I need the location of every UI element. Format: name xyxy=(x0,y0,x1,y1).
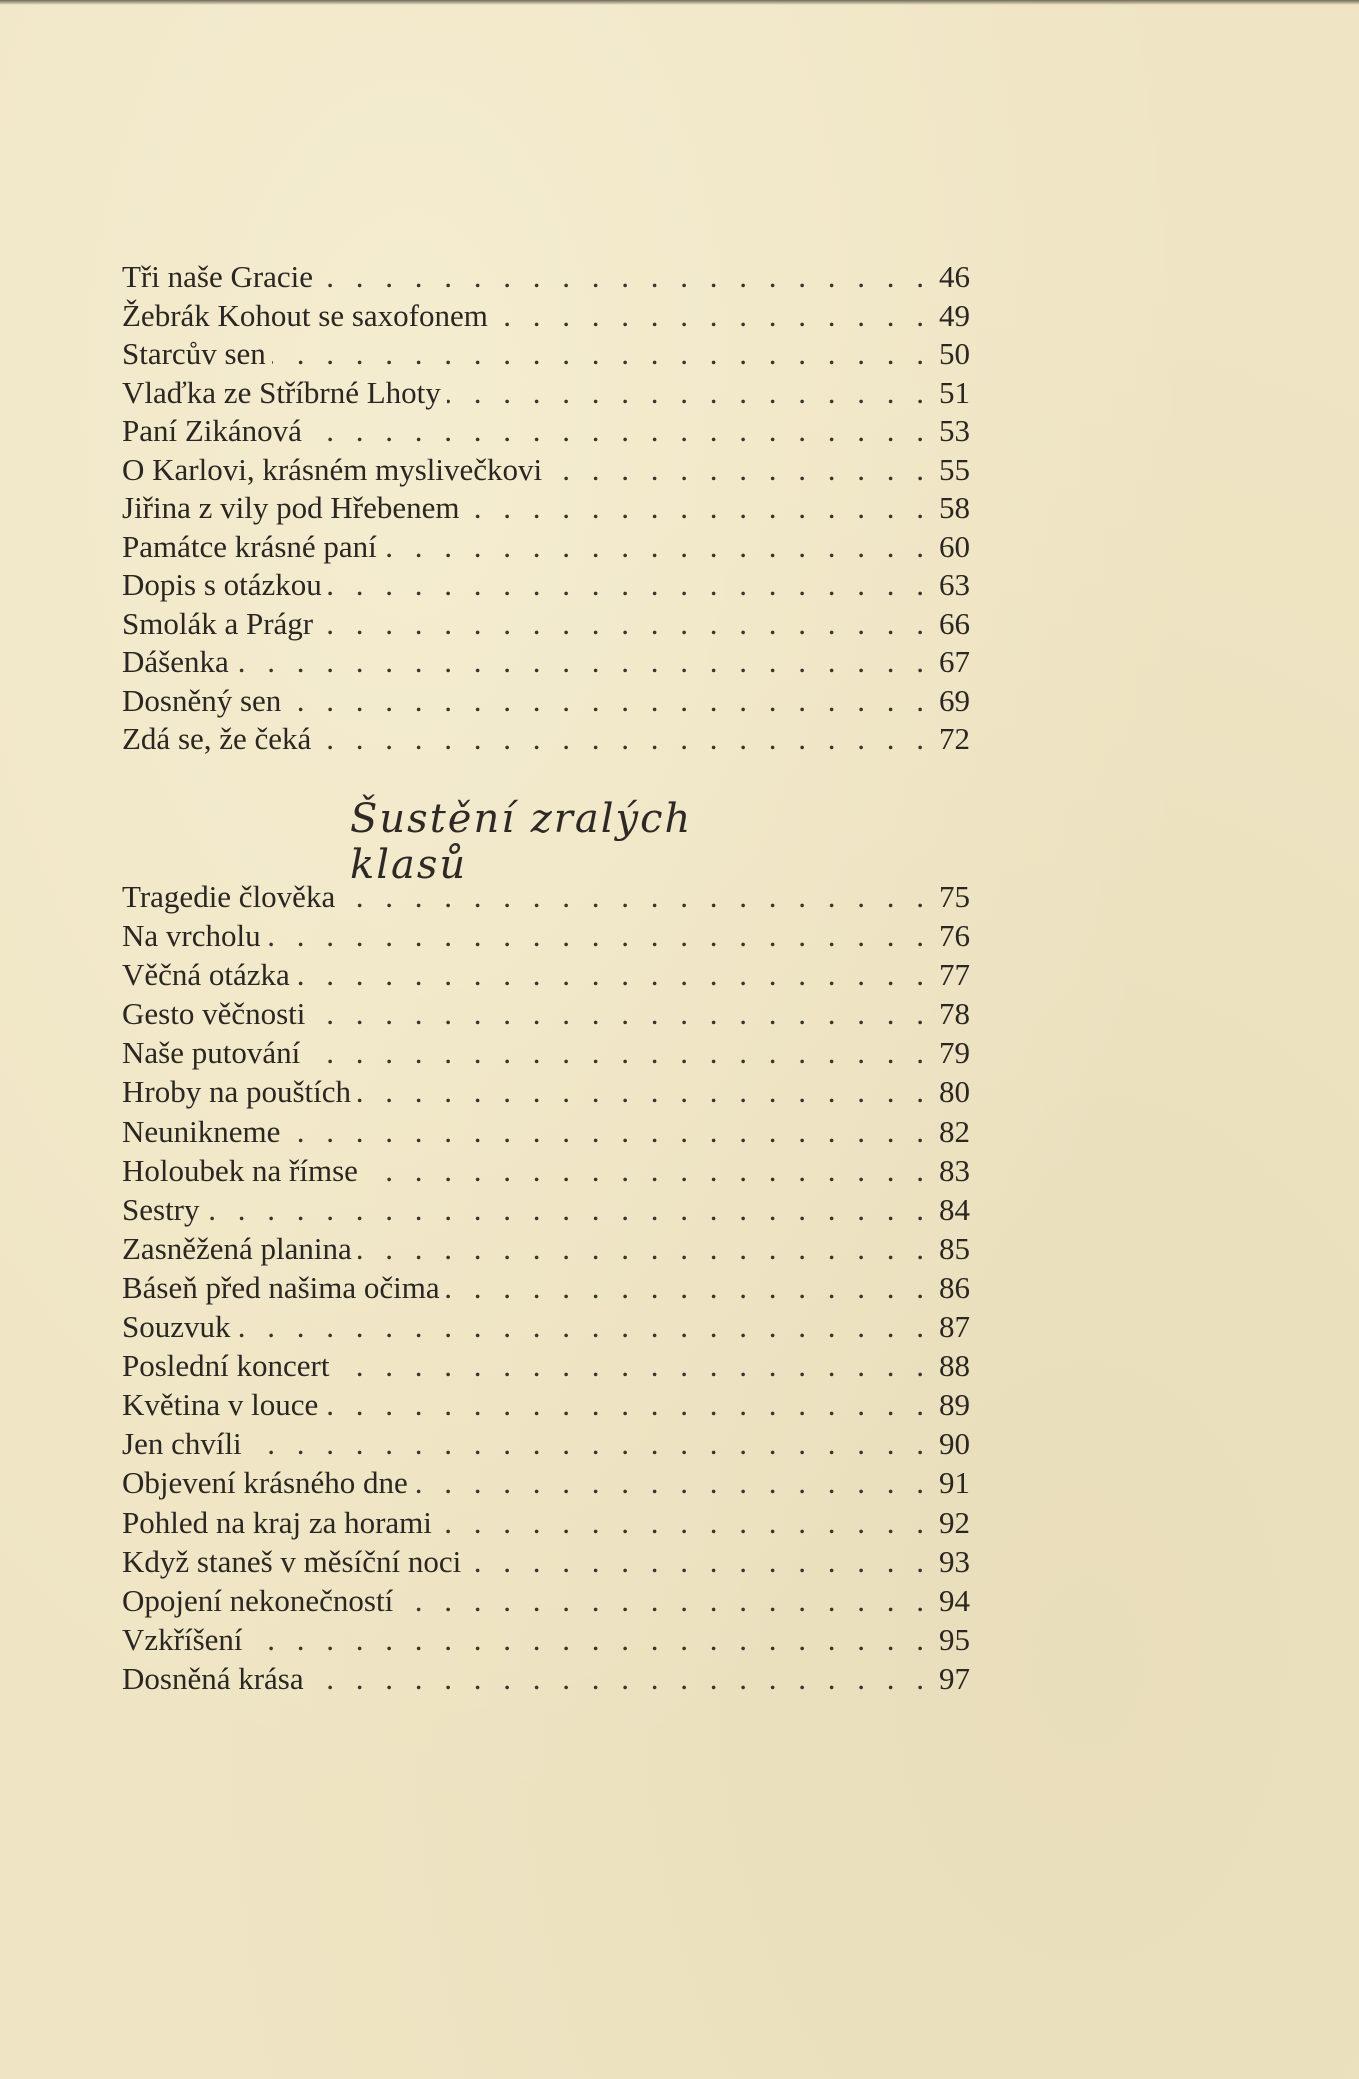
dot-leader xyxy=(447,374,924,413)
dot-leader xyxy=(364,1151,924,1190)
toc-entry xyxy=(122,1112,970,1151)
page-top-edge xyxy=(0,0,1359,5)
dot-leader xyxy=(267,916,924,955)
toc-entry-title: Holoubek na římse xyxy=(122,1152,358,1188)
dot-leader xyxy=(287,682,924,721)
dot-leader xyxy=(235,643,924,682)
toc-entry xyxy=(122,1424,970,1463)
dot-leader xyxy=(494,297,924,336)
dot-leader xyxy=(438,1503,924,1542)
toc-entry xyxy=(122,412,970,451)
table-of-contents-part-1 xyxy=(122,258,970,759)
toc-entry-title: Věčná otázka xyxy=(122,957,290,993)
dot-leader xyxy=(311,994,924,1033)
toc-entry xyxy=(122,916,970,955)
dot-leader xyxy=(319,258,924,297)
toc-entry-page: 93 xyxy=(939,1543,970,1579)
toc-entry xyxy=(122,1033,970,1072)
toc-entry-page: 46 xyxy=(939,259,970,294)
toc-entry-title: Tragedie člověka xyxy=(122,879,336,914)
toc-entry-page: 60 xyxy=(939,528,970,564)
dot-leader xyxy=(358,1229,924,1268)
toc-entry-page: 92 xyxy=(939,1504,970,1540)
dot-leader xyxy=(248,1424,924,1463)
toc-entry-title: Smolák a Prágr xyxy=(122,605,314,641)
toc-entry-page: 75 xyxy=(939,879,970,914)
toc-entry-page: 53 xyxy=(939,413,970,448)
dot-leader xyxy=(319,605,924,644)
dot-leader xyxy=(548,451,924,490)
toc-entry-page: 49 xyxy=(939,297,970,333)
toc-entry-title: Zdá se, že čeká xyxy=(122,721,312,756)
toc-entry xyxy=(122,1385,970,1424)
dot-leader xyxy=(446,1268,924,1307)
table-of-contents-part-2 xyxy=(122,877,970,1698)
dot-leader xyxy=(324,1385,924,1424)
toc-entry xyxy=(122,605,970,644)
toc-entry xyxy=(122,1463,970,1502)
toc-entry-title: Jen chvíli xyxy=(122,1426,242,1462)
toc-entry-page: 55 xyxy=(939,451,970,487)
section-heading: Šustění zralých klasů xyxy=(350,796,693,888)
toc-entry-title: Objevení krásného dne xyxy=(122,1465,408,1501)
toc-entry-page: 66 xyxy=(939,605,970,641)
toc-entry xyxy=(122,297,970,336)
toc-entry-page: 87 xyxy=(939,1309,970,1345)
toc-entry-title: Pohled na kraj za horami xyxy=(122,1504,432,1540)
toc-entry xyxy=(122,528,970,567)
toc-entry-title: Naše putování xyxy=(122,1035,301,1071)
dot-leader xyxy=(308,412,924,451)
toc-entry-page: 50 xyxy=(939,336,970,371)
toc-entry xyxy=(122,1503,970,1542)
dot-leader xyxy=(465,489,924,528)
toc-entry-page: 77 xyxy=(939,957,970,993)
toc-entry-title: Vzkříšení xyxy=(122,1621,243,1657)
toc-entry-title: Květina v louce xyxy=(122,1387,319,1423)
toc-entry-page: 80 xyxy=(939,1074,970,1110)
toc-entry xyxy=(122,258,970,297)
toc-entry-page: 51 xyxy=(939,374,970,410)
toc-entry xyxy=(122,643,970,682)
toc-entry xyxy=(122,1581,970,1620)
toc-entry-title: Gesto věčnosti xyxy=(122,996,306,1032)
dot-leader xyxy=(286,1112,924,1151)
toc-entry xyxy=(122,451,970,490)
dot-leader xyxy=(341,877,924,916)
toc-entry-title: Dopis s otázkou xyxy=(122,567,322,602)
toc-entry-title: Jiřina z vily pod Hřebenem xyxy=(122,490,460,525)
toc-entry xyxy=(122,1659,970,1698)
toc-entry-title: Neunikneme xyxy=(122,1113,281,1149)
toc-entry-page: 97 xyxy=(939,1660,970,1696)
toc-entry-title: Tři naše Gracie xyxy=(122,259,314,294)
toc-entry-page: 78 xyxy=(939,996,970,1032)
toc-entry-title: Památce krásné paní xyxy=(122,528,377,564)
toc-entry xyxy=(122,1346,970,1385)
toc-entry xyxy=(122,994,970,1033)
toc-entry-title: Hroby na pouštích xyxy=(122,1074,352,1110)
dot-leader xyxy=(317,720,924,759)
toc-entry xyxy=(122,1268,970,1307)
toc-entry-title: Souzvuk xyxy=(122,1309,231,1345)
toc-entry-title: Poslední koncert xyxy=(122,1348,330,1384)
toc-entry-page: 90 xyxy=(939,1426,970,1462)
toc-entry xyxy=(122,877,970,916)
toc-entry-title: Vlaďka ze Stříbrné Lhoty xyxy=(122,374,441,410)
toc-entry xyxy=(122,955,970,994)
dot-leader xyxy=(336,1346,925,1385)
toc-entry-title: Opojení nekonečností xyxy=(122,1582,394,1618)
toc-entry-page: 89 xyxy=(939,1387,970,1423)
dot-leader xyxy=(399,1581,924,1620)
toc-entry xyxy=(122,682,970,721)
toc-entry xyxy=(122,1307,970,1346)
toc-entry xyxy=(122,1072,970,1111)
toc-entry xyxy=(122,1151,970,1190)
toc-entry-page: 79 xyxy=(939,1035,970,1071)
dot-leader xyxy=(237,1307,925,1346)
toc-entry xyxy=(122,1542,970,1581)
toc-entry-title: Sestry xyxy=(122,1191,200,1227)
dot-leader xyxy=(328,566,924,605)
toc-entry-page: 82 xyxy=(939,1113,970,1149)
toc-entry-title: O Karlovi, krásném myslivečkovi xyxy=(122,451,543,487)
dot-leader xyxy=(383,528,924,567)
dot-leader xyxy=(414,1463,924,1502)
toc-entry-page: 58 xyxy=(939,490,970,525)
dot-leader xyxy=(467,1542,924,1581)
dot-leader xyxy=(310,1659,924,1698)
toc-entry-title: Zasněžená planina xyxy=(122,1230,352,1266)
toc-entry-page: 94 xyxy=(939,1582,970,1618)
toc-entry-page: 91 xyxy=(939,1465,970,1501)
toc-entry-page: 69 xyxy=(939,682,970,718)
toc-entry-title: Starcův sen xyxy=(122,336,266,371)
dot-leader xyxy=(296,955,924,994)
toc-entry-page: 76 xyxy=(939,918,970,954)
toc-entry xyxy=(122,374,970,413)
toc-entry xyxy=(122,1229,970,1268)
toc-entry-title: Dosněný sen xyxy=(122,682,282,718)
toc-entry-title: Dosněná krása xyxy=(122,1660,304,1696)
toc-entry-title: Když staneš v měsíční noci xyxy=(122,1543,462,1579)
dot-leader xyxy=(357,1072,924,1111)
toc-entry-title: Žebrák Kohout se saxofonem xyxy=(122,297,488,333)
toc-entry-page: 63 xyxy=(939,567,970,602)
toc-entry-title: Báseň před našima očima xyxy=(122,1269,440,1305)
toc-entry xyxy=(122,335,970,374)
toc-entry-title: Dášenka xyxy=(122,644,229,679)
toc-entry xyxy=(122,566,970,605)
dot-leader xyxy=(206,1190,925,1229)
toc-entry xyxy=(122,720,970,759)
toc-entry xyxy=(122,1190,970,1229)
toc-entry-title: Na vrcholu xyxy=(122,918,261,954)
toc-entry-title: Paní Zikánová xyxy=(122,413,302,448)
dot-leader xyxy=(306,1033,924,1072)
toc-entry-page: 67 xyxy=(939,644,970,679)
toc-entry-page: 84 xyxy=(939,1191,970,1227)
toc-entry xyxy=(122,1620,970,1659)
toc-entry-page: 83 xyxy=(939,1152,970,1188)
dot-leader xyxy=(249,1620,924,1659)
toc-entry-page: 86 xyxy=(939,1269,970,1305)
dot-leader xyxy=(272,335,924,374)
toc-entry-page: 88 xyxy=(939,1348,970,1384)
toc-entry-page: 72 xyxy=(939,721,970,756)
toc-entry-page: 85 xyxy=(939,1230,970,1266)
toc-entry-page: 95 xyxy=(939,1621,970,1657)
toc-entry xyxy=(122,489,970,528)
